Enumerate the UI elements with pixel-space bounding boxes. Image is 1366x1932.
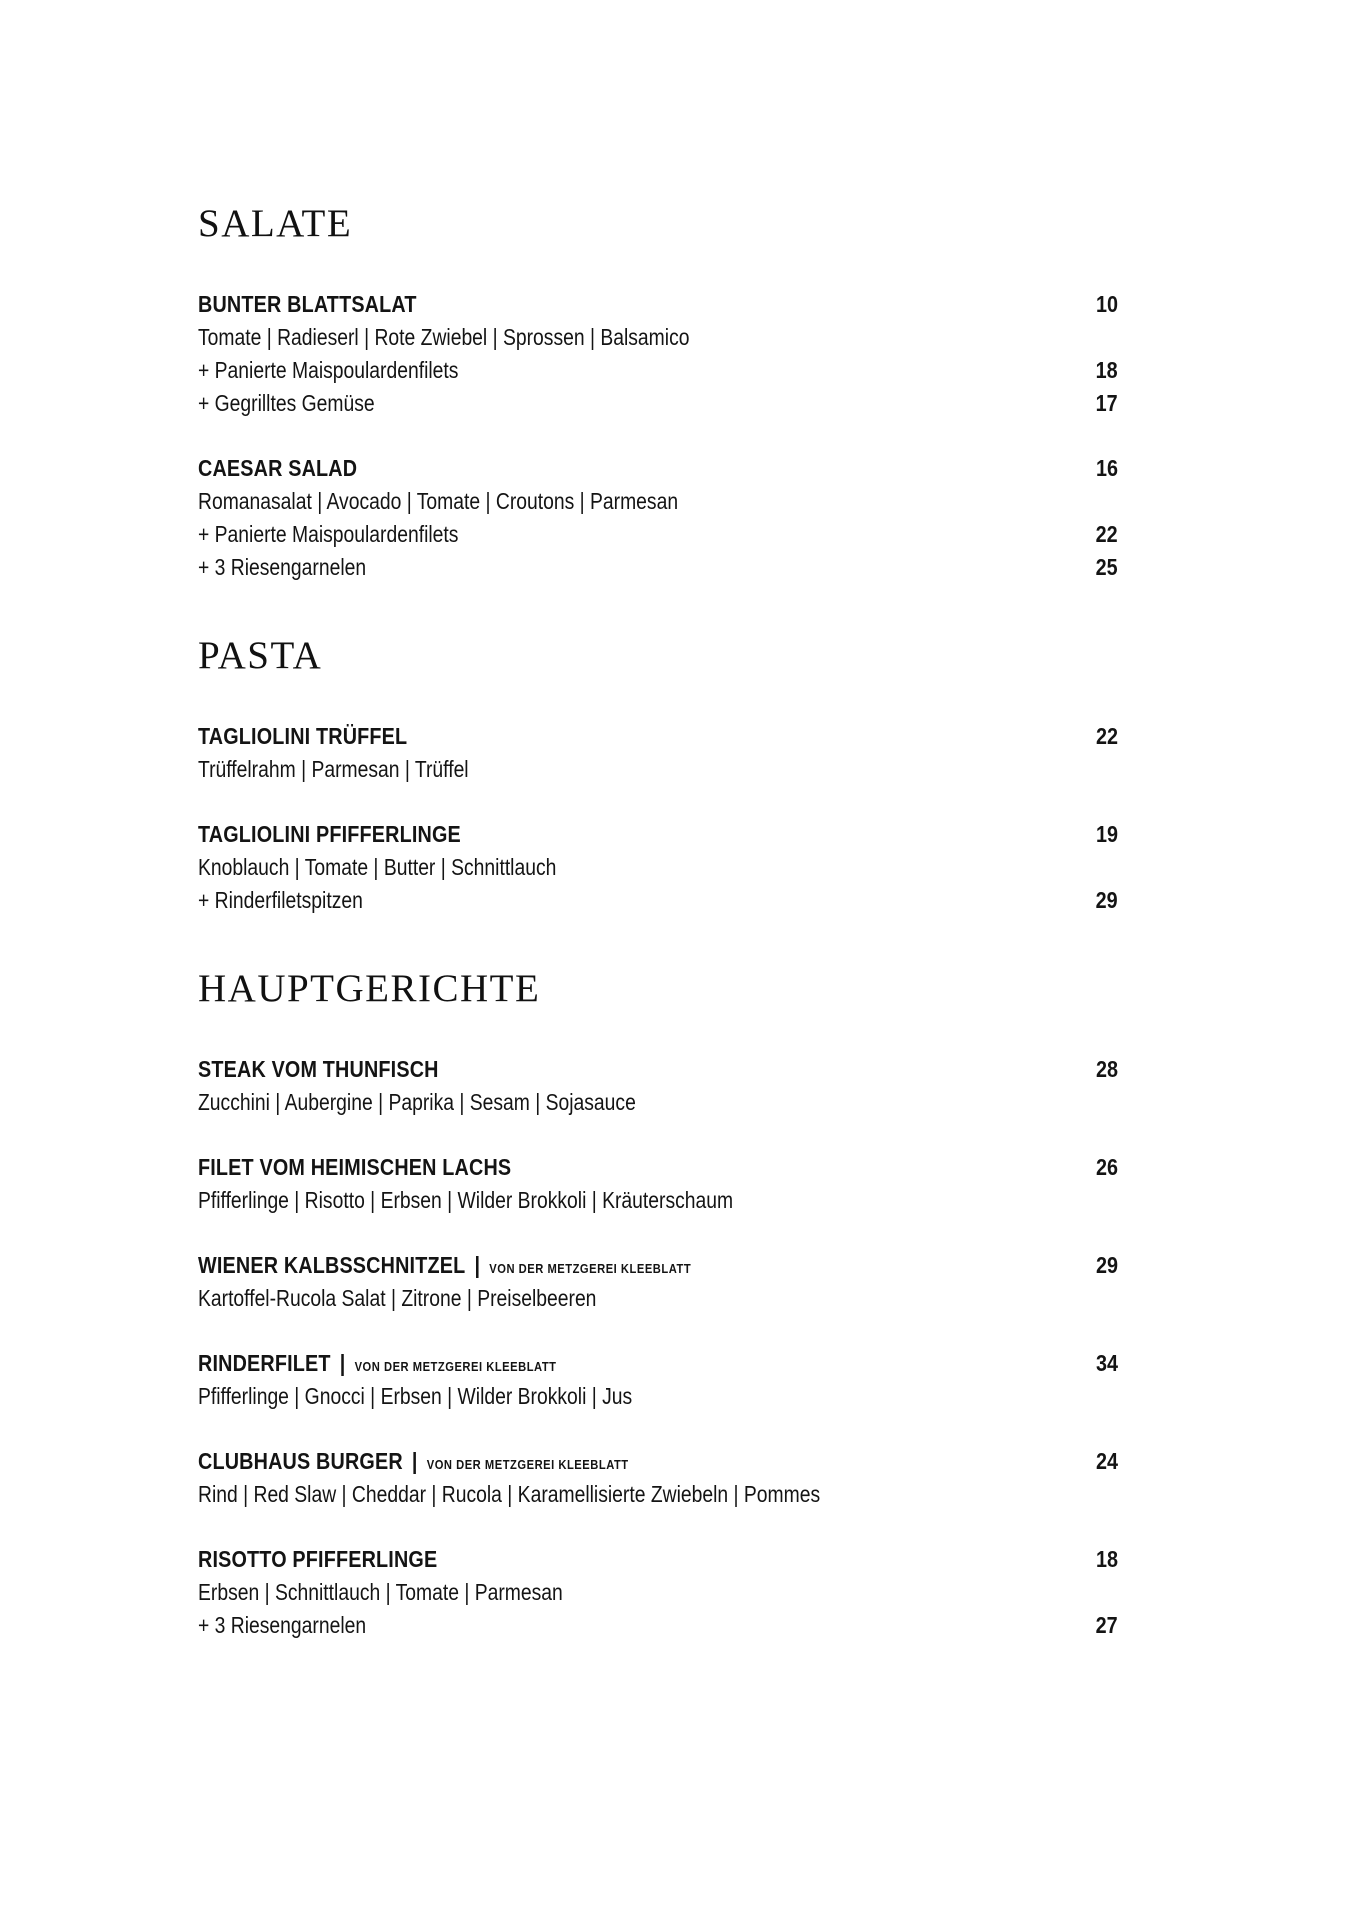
menu-item (198, 1543, 1118, 1642)
dish-title-group (198, 1543, 437, 1576)
menu-section (198, 632, 1118, 917)
dish-name: CLUBHAUS BURGER (198, 1448, 403, 1474)
dish-description: Pfifferlinge | Gnocci | Erbsen | Wilder Brokkoli | Jus (198, 1383, 633, 1409)
dish-title-group (198, 1249, 691, 1285)
dish-header-row (198, 720, 1118, 753)
dish-extra-row (198, 1609, 1118, 1642)
extra-label: + Panierte Maispoulardenfilets (198, 357, 459, 383)
extra-label: + Gegrilltes Gemüse (198, 390, 375, 416)
dish-price: 22 (1095, 723, 1118, 749)
dish-name: CAESAR SALAD (198, 455, 358, 481)
note-separator: | (334, 1350, 352, 1376)
dish-description-row (198, 321, 1118, 354)
dish-supplier-note: VON DER METZGEREI KLEEBLATT (489, 1261, 692, 1276)
dish-title-group (198, 288, 417, 321)
extra-label: + Panierte Maispoulardenfilets (198, 521, 459, 547)
dish-description: Zucchini | Aubergine | Paprika | Sesam | Sojasauce (198, 1089, 636, 1115)
extra-price: 17 (1095, 390, 1118, 416)
dish-description: Pfifferlinge | Risotto | Erbsen | Wilder Brokkoli | Kräuterschaum (198, 1187, 734, 1213)
dish-description-row (198, 1380, 1118, 1413)
dish-name: FILET VOM HEIMISCHEN LACHS (198, 1154, 512, 1180)
dish-extra-row (198, 884, 1118, 917)
dish-supplier-note: VON DER METZGEREI KLEEBLATT (354, 1359, 557, 1374)
note-separator: | (406, 1448, 424, 1474)
dish-description: Erbsen | Schnittlauch | Tomate | Parmesan (198, 1579, 563, 1605)
dish-extra-row (198, 387, 1118, 420)
dish-header-row (198, 288, 1118, 321)
dish-header-row (198, 1249, 1118, 1282)
extra-price: 29 (1095, 887, 1118, 913)
dish-header-row (198, 1053, 1118, 1086)
dish-description-row (198, 1184, 1118, 1217)
dish-description: Tomate | Radieserl | Rote Zwiebel | Sprossen | Balsamico (198, 324, 690, 350)
dish-title-group (198, 1347, 557, 1383)
dish-header-row (198, 1347, 1118, 1380)
extra-price: 18 (1095, 357, 1118, 383)
extra-label: + 3 Riesengarnelen (198, 554, 367, 580)
dish-name: RISOTTO PFIFFERLINGE (198, 1546, 438, 1572)
dish-description: Rind | Red Slaw | Cheddar | Rucola | Karamellisierte Zwiebeln | Pommes (198, 1481, 821, 1507)
dish-name: WIENER KALBSSCHNITZEL (198, 1252, 466, 1278)
dish-extra-row (198, 551, 1118, 584)
dish-description: Kartoffel-Rucola Salat | Zitrone | Preiselbeeren (198, 1285, 597, 1311)
dish-description-row (198, 851, 1118, 884)
dish-supplier-note: VON DER METZGEREI KLEEBLATT (426, 1457, 629, 1472)
menu-item (198, 720, 1118, 786)
dish-name: TAGLIOLINI PFIFFERLINGE (198, 821, 461, 847)
dish-header-row (198, 1543, 1118, 1576)
section-title: PASTA (198, 634, 323, 677)
menu-item (198, 1151, 1118, 1217)
dish-description-row (198, 485, 1118, 518)
menu-page (198, 200, 1118, 1674)
extra-label: + 3 Riesengarnelen (198, 1612, 367, 1638)
dish-extra-row (198, 518, 1118, 551)
dish-name: STEAK VOM THUNFISCH (198, 1056, 439, 1082)
dish-description: Knoblauch | Tomate | Butter | Schnittlauch (198, 854, 557, 880)
menu-item (198, 1347, 1118, 1413)
dish-header-row (198, 1445, 1118, 1478)
dish-title-group (198, 1053, 439, 1086)
menu-section (198, 965, 1118, 1642)
dish-price: 19 (1095, 821, 1118, 847)
dish-price: 26 (1095, 1154, 1118, 1180)
dish-header-row (198, 452, 1118, 485)
section-title: SALATE (198, 202, 353, 245)
menu-item (198, 1249, 1118, 1315)
section-title: HAUPTGERICHTE (198, 967, 541, 1010)
dish-title-group (198, 452, 357, 485)
dish-name: TAGLIOLINI TRÜFFEL (198, 723, 408, 749)
dish-description-row (198, 1576, 1118, 1609)
menu-item (198, 288, 1118, 420)
menu-item (198, 818, 1118, 917)
extra-label: + Rinderfiletspitzen (198, 887, 363, 913)
dish-price: 28 (1095, 1056, 1118, 1082)
dish-description-row (198, 753, 1118, 786)
dish-price: 16 (1095, 455, 1118, 481)
dish-description-row (198, 1282, 1118, 1315)
menu-item (198, 1445, 1118, 1511)
dish-title-group (198, 818, 461, 851)
dish-description-row (198, 1478, 1118, 1511)
dish-price: 34 (1095, 1350, 1118, 1376)
dish-header-row (198, 818, 1118, 851)
dish-description-row (198, 1086, 1118, 1119)
dish-price: 24 (1095, 1448, 1118, 1474)
note-separator: | (468, 1252, 486, 1278)
dish-title-group (198, 720, 407, 753)
dish-description: Trüffelrahm | Parmesan | Trüffel (198, 756, 469, 782)
dish-description: Romanasalat | Avocado | Tomate | Croutons | Parmesan (198, 488, 679, 514)
dish-price: 29 (1095, 1252, 1118, 1278)
dish-price: 18 (1095, 1546, 1118, 1572)
dish-price: 10 (1095, 291, 1118, 317)
dish-title-group (198, 1445, 629, 1481)
dish-extra-row (198, 354, 1118, 387)
extra-price: 25 (1095, 554, 1118, 580)
dish-header-row (198, 1151, 1118, 1184)
menu-item (198, 452, 1118, 584)
extra-price: 27 (1095, 1612, 1118, 1638)
menu-item (198, 1053, 1118, 1119)
dish-name: BUNTER BLATTSALAT (198, 291, 417, 317)
dish-name: RINDERFILET (198, 1350, 331, 1376)
extra-price: 22 (1095, 521, 1118, 547)
dish-title-group (198, 1151, 511, 1184)
menu-section (198, 200, 1118, 584)
